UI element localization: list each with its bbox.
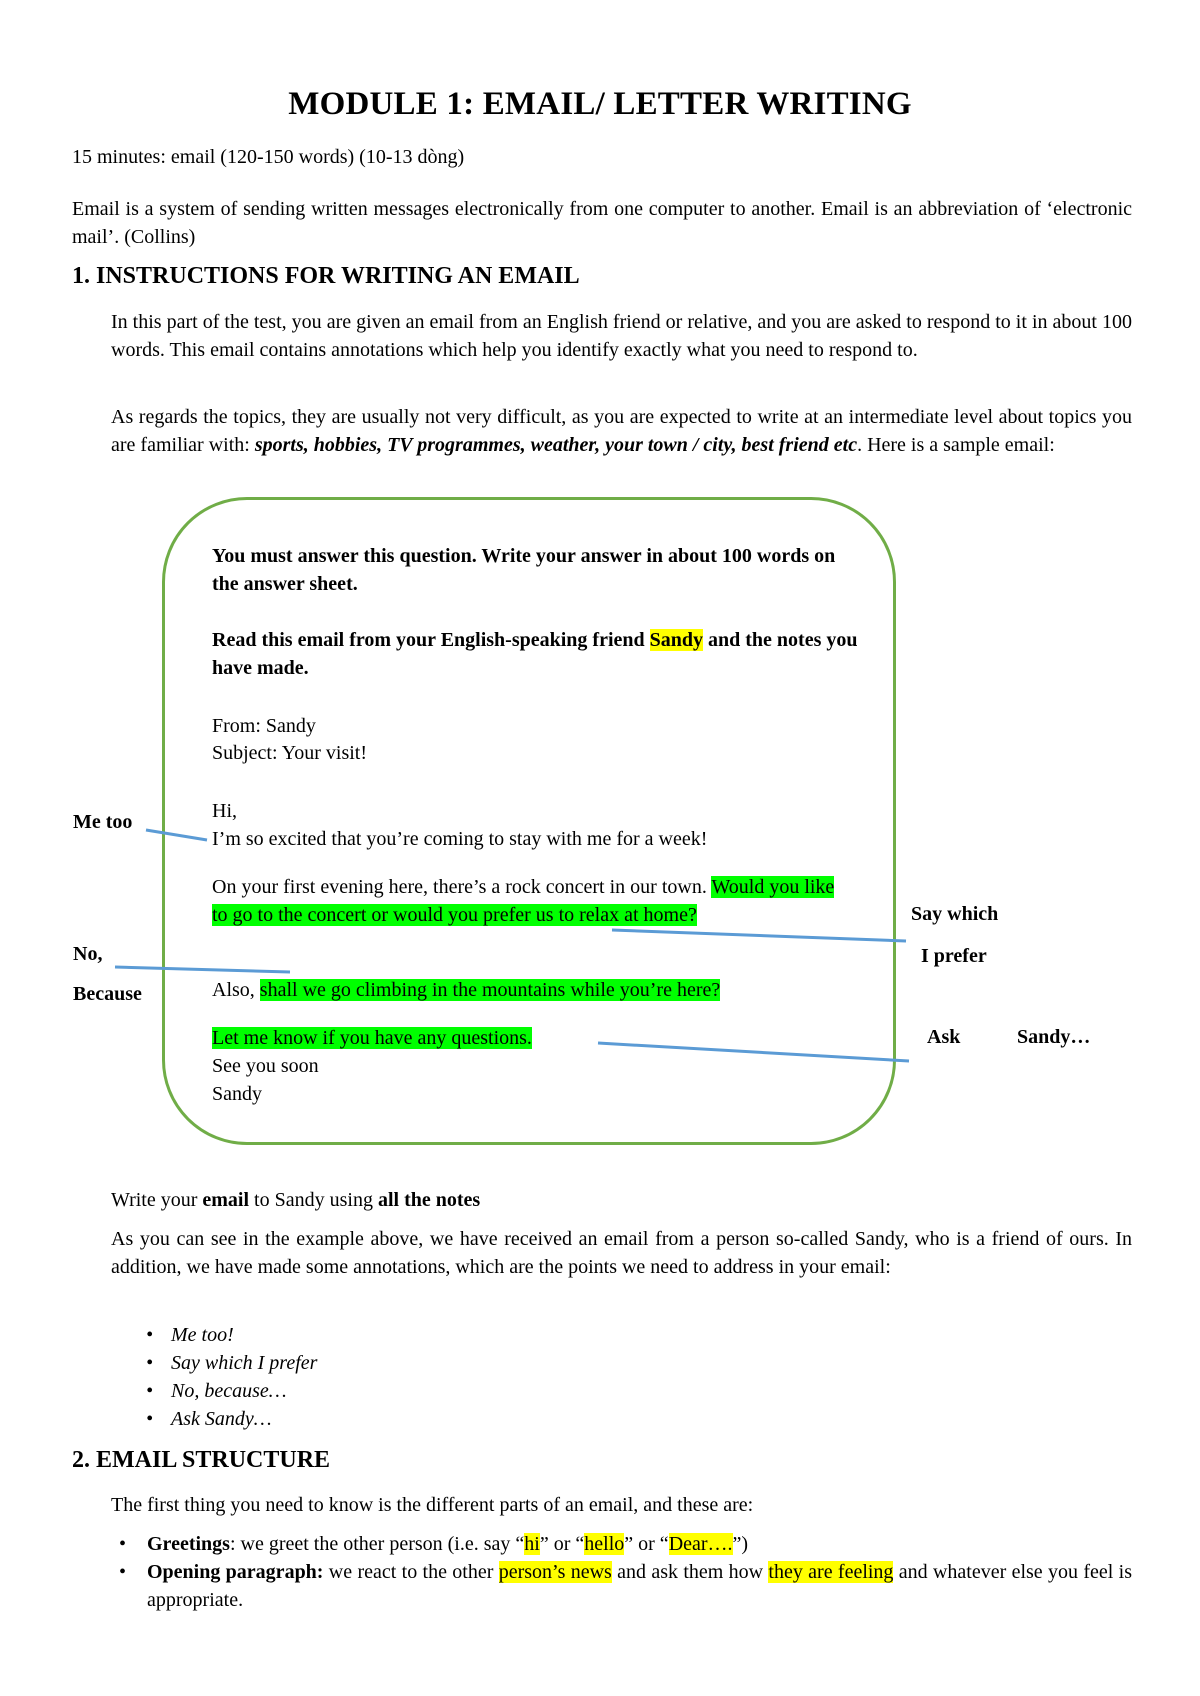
list-item-opening-paragraph: • Opening paragraph: we react to the other person’s news and ask them how they are feeling and whatever else you feel is appropriate. [111,1558,1132,1614]
email-line-3: Also, shall we go climbing in the mountains while you’re here? [212,979,721,1001]
note-ask-sandy: Sandy… [1017,1026,1091,1048]
email-signature: Sandy [212,1083,262,1105]
section-2-intro: The first thing you need to know is the different parts of an email, and these are: [111,1494,754,1516]
note-ask: Ask [927,1026,961,1048]
note-no: No, [73,943,103,965]
note-i-prefer: I prefer [921,945,987,967]
topics-list: sports, hobbies, TV programmes, weather, your town / city, best friend etc [254,434,858,456]
sandy-highlight: Sandy [649,629,704,651]
section-1-paragraph-1: In this part of the test, you are given an email from an English friend or relative, and you are asked to respond to it in about 100 words. This email contains annotations which help you identify exactly what you need to respond to. [111,311,1132,361]
section-1-paragraph-2: As regards the topics, they are usually not very difficult, as you are expected to write at an intermediate level about topics you are familiar with: sports, hobbies, TV programmes, weather, your town / city, best friend etc. Here is a sample email: [111,406,1132,456]
climbing-question-highlight: shall we go climbing in the mountains while you’re here? [259,979,721,1001]
email-instruction-1: You must answer this question. Write your answer in about 100 words on the answer sheet. [212,545,836,595]
note-because: Because [73,983,142,1005]
questions-highlight: Let me know if you have any questions. [212,1027,532,1049]
structure-bullet-list [111,1530,1132,1614]
list-item: • Ask Sandy… [111,1405,317,1433]
email-line-2: On your first evening here, there’s a rock concert in our town. Would you like to go to the concert or would you prefer us to relax at home? [212,876,835,926]
email-line-1: I’m so excited that you’re coming to stay with me for a week! [212,828,708,850]
email-line-4 [212,1024,862,1052]
list-item: • Say which I prefer [111,1349,317,1377]
note-say-which: Say which [911,903,999,925]
concert-question-highlight: Would you like to go to the concert or would you prefer us to relax at home? [212,876,835,926]
section-1-heading: 1. INSTRUCTIONS FOR WRITING AN EMAIL [72,263,580,289]
definition-paragraph: Email is a system of sending written messages electronically from one computer to another. Email is an abbreviation of ‘electronic mail’. (Collins) [72,198,1132,248]
list-item: • No, because… [111,1377,317,1405]
list-item: • Me too! [111,1321,317,1349]
write-instruction: Write your email to Sandy using all the notes [111,1189,481,1211]
list-item-greetings: • Greetings: we greet the other person (i.e. say “hi” or “hello” or “Dear….”) [111,1530,1132,1558]
section-2-heading: 2. EMAIL STRUCTURE [72,1447,331,1473]
email-subject: Subject: Your visit! [212,742,368,764]
email-closing: See you soon [212,1055,319,1077]
email-greeting: Hi, [212,800,237,822]
email-from: From: Sandy [212,715,316,737]
subtitle: 15 minutes: email (120-150 words) (10-13 dòng) [72,146,465,168]
annotation-explanation: As you can see in the example above, we have received an email from a person so-called Sandy, who is a friend of ours. In addition, we have made some annotations, which are the points we need to address in your email: [111,1228,1132,1278]
note-me-too: Me too [73,811,133,833]
email-instruction-2: Read this email from your English-speaking friend Sandy and the notes you have made. [212,629,858,679]
page-title: MODULE 1: EMAIL/ LETTER WRITING [288,86,912,122]
annotation-bullet-list [111,1321,317,1433]
